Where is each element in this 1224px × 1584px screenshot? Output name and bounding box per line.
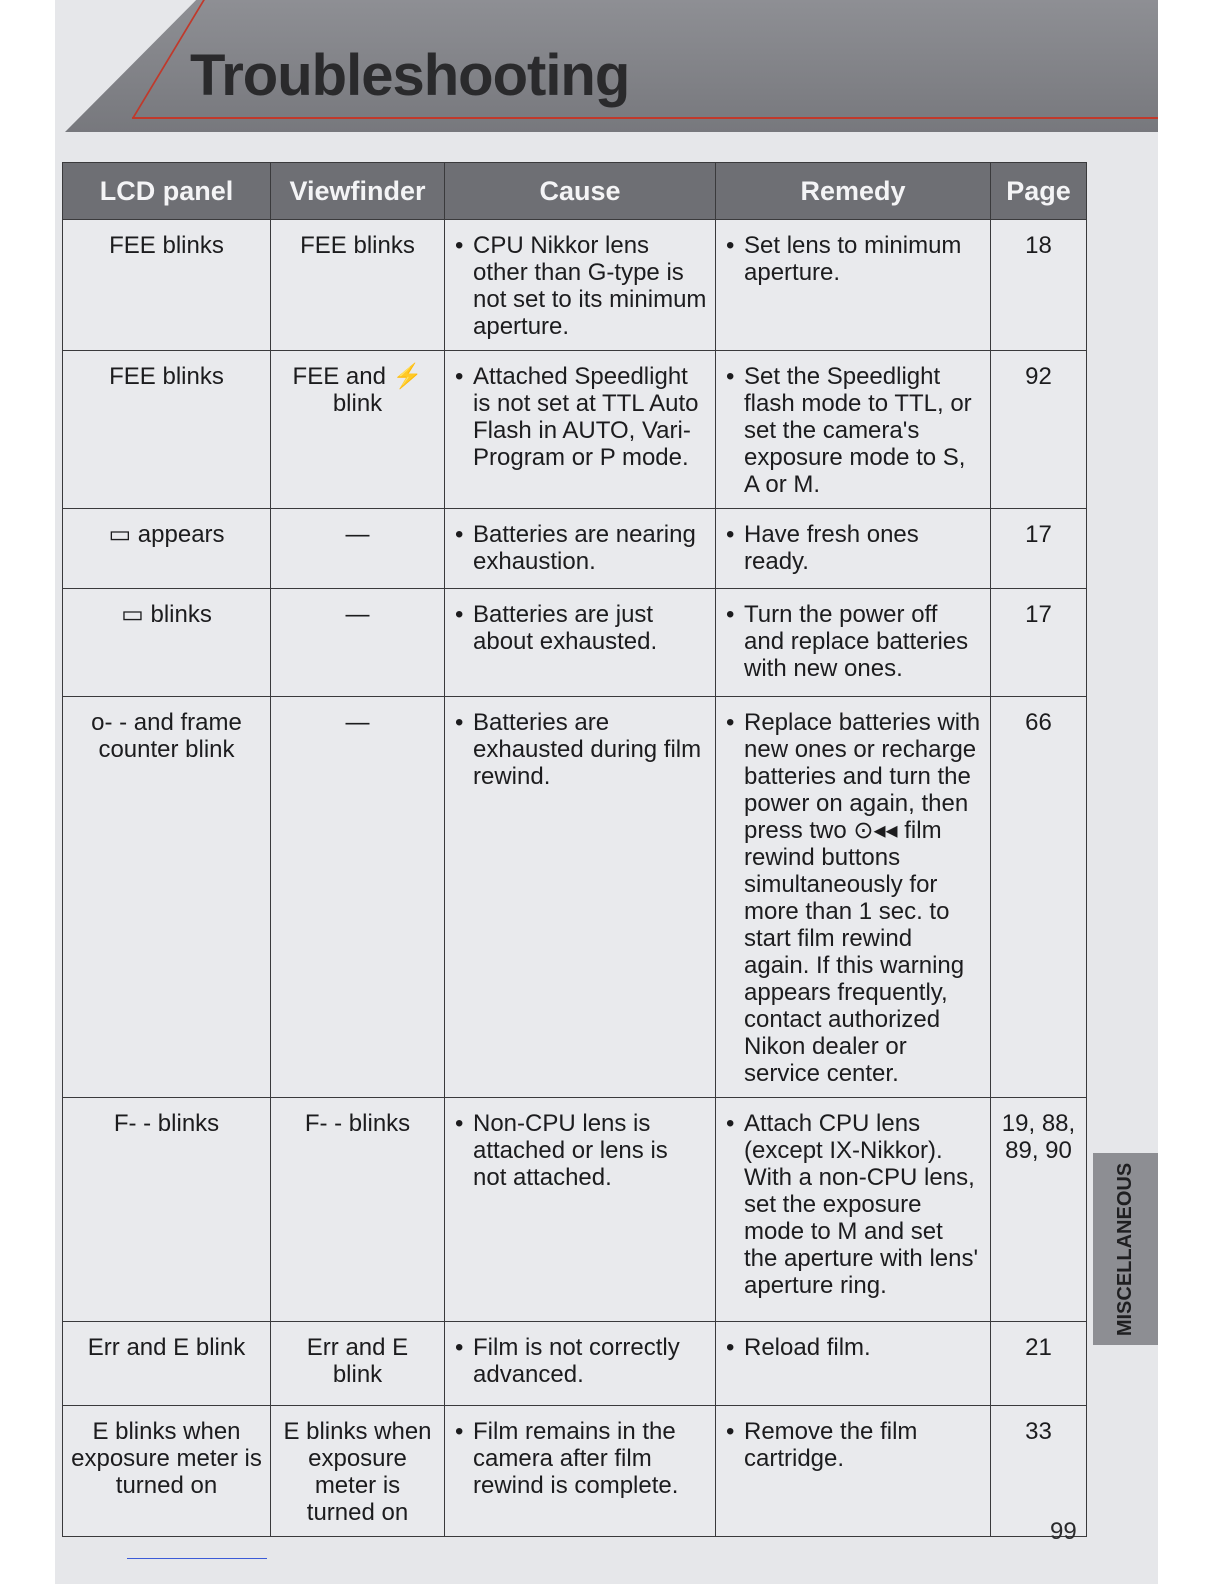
table-row <box>63 1322 1087 1406</box>
page-cell: 19, 88, 89, 90 <box>991 1098 1087 1322</box>
viewfinder-cell: Err and E blink <box>271 1322 445 1406</box>
lcd-cell: ▭ appears <box>63 509 271 589</box>
lcd-cell: o- - and frame counter blink <box>63 697 271 1098</box>
remedy-text: • Attach CPU lens (except IX-Nikkor). With a non-CPU lens, set the exposure mode to M and set the aperture with lens' aperture ring. <box>744 1110 982 1299</box>
column-header-remedy: Remedy <box>716 163 991 220</box>
title-accent-rule <box>132 117 1158 119</box>
remedy-cell <box>716 697 991 1098</box>
cause-cell <box>445 351 716 509</box>
remedy-cell <box>716 1098 991 1322</box>
cause-cell <box>445 589 716 697</box>
remedy-cell <box>716 509 991 589</box>
page-title: Troubleshooting <box>190 43 630 108</box>
remedy-text: • Reload film. <box>744 1334 982 1361</box>
table-row <box>63 697 1087 1098</box>
remedy-text: • Turn the power off and replace batteries with new ones. <box>744 601 982 682</box>
column-header-cause: Cause <box>445 163 716 220</box>
cause-text: • Batteries are exhausted during film rewind. <box>473 709 707 790</box>
troubleshooting-table <box>62 162 1087 1537</box>
page-number: 99 <box>1050 1518 1077 1545</box>
table-row <box>63 589 1087 697</box>
lcd-cell: Err and E blink <box>63 1322 271 1406</box>
viewfinder-cell: FEE and ⚡ blink <box>271 351 445 509</box>
page-cell: 21 <box>991 1322 1087 1406</box>
page-cell: 17 <box>991 589 1087 697</box>
cause-cell <box>445 509 716 589</box>
table-row <box>63 1098 1087 1322</box>
column-header-page: Page <box>991 163 1087 220</box>
cause-text: • Film remains in the camera after film rewind is complete. <box>473 1418 707 1499</box>
cause-text: • Batteries are just about exhausted. <box>473 601 707 655</box>
viewfinder-cell: — <box>271 509 445 589</box>
cause-cell <box>445 1098 716 1322</box>
viewfinder-cell: E blinks when exposure meter is turned on <box>271 1406 445 1537</box>
page-cell: 92 <box>991 351 1087 509</box>
cause-cell <box>445 1406 716 1537</box>
cause-cell <box>445 220 716 351</box>
table-row <box>63 1406 1087 1537</box>
cause-text: • Attached Speedlight is not set at TTL Auto Flash in AUTO, Vari-Program or P mode. <box>473 363 707 471</box>
page-cell: 33 <box>991 1406 1087 1537</box>
remedy-text: • Have fresh ones ready. <box>744 521 982 575</box>
cause-text: • Film is not correctly advanced. <box>473 1334 707 1388</box>
remedy-text: • Remove the film cartridge. <box>744 1418 982 1472</box>
remedy-cell <box>716 1406 991 1537</box>
section-tab-label: MISCELLANEOUS <box>1114 1162 1136 1336</box>
column-header-viewfinder: Viewfinder <box>271 163 445 220</box>
viewfinder-cell: — <box>271 697 445 1098</box>
remedy-text: • Set lens to minimum aperture. <box>744 232 982 286</box>
remedy-text: • Set the Speedlight flash mode to TTL, or set the camera's exposure mode to S, A or M. <box>744 363 982 498</box>
lcd-cell: FEE blinks <box>63 220 271 351</box>
remedy-cell <box>716 220 991 351</box>
cause-text: • Batteries are nearing exhaustion. <box>473 521 707 575</box>
page-cell: 17 <box>991 509 1087 589</box>
remedy-text: • Replace batteries with new ones or recharge batteries and turn the power on again, then press two ⊙◂◂ film rewind buttons simultaneously for more than 1 sec. to start film rewind again. If this warning appears frequently, contact authorized Nikon dealer or service center. <box>744 709 982 1087</box>
footer-link-underline <box>127 1558 267 1559</box>
viewfinder-cell: FEE blinks <box>271 220 445 351</box>
lcd-cell: FEE blinks <box>63 351 271 509</box>
remedy-cell <box>716 589 991 697</box>
cause-text: • CPU Nikkor lens other than G-type is not set to its minimum aperture. <box>473 232 707 340</box>
lcd-cell: F- - blinks <box>63 1098 271 1322</box>
cause-cell <box>445 697 716 1098</box>
cause-text: • Non-CPU lens is attached or lens is not attached. <box>473 1110 707 1191</box>
table-row <box>63 220 1087 351</box>
viewfinder-cell: F- - blinks <box>271 1098 445 1322</box>
column-header-lcd: LCD panel <box>63 163 271 220</box>
lcd-cell: E blinks when exposure meter is turned on <box>63 1406 271 1537</box>
section-tab-miscellaneous <box>1093 1153 1158 1345</box>
page-cell: 66 <box>991 697 1087 1098</box>
lcd-cell: ▭ blinks <box>63 589 271 697</box>
table-header-row <box>63 163 1087 220</box>
page-cell: 18 <box>991 220 1087 351</box>
remedy-cell <box>716 351 991 509</box>
viewfinder-cell: — <box>271 589 445 697</box>
table-row <box>63 509 1087 589</box>
cause-cell <box>445 1322 716 1406</box>
table-row <box>63 351 1087 509</box>
remedy-cell <box>716 1322 991 1406</box>
